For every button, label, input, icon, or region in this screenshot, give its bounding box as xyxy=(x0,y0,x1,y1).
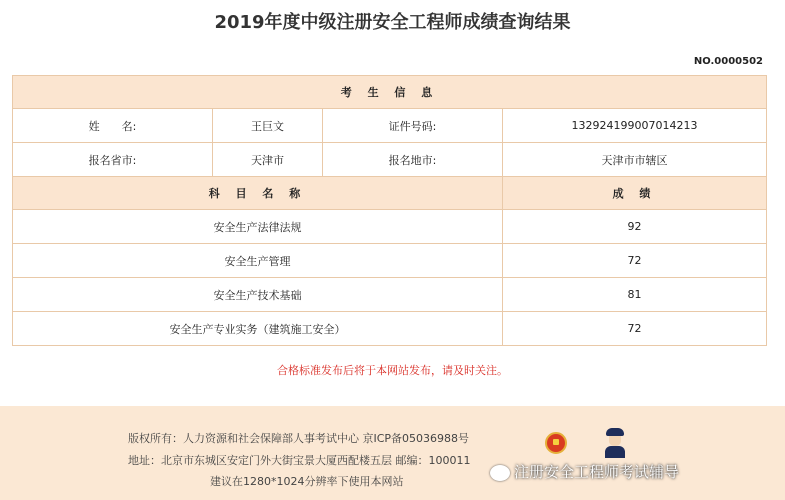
police-badge-icon xyxy=(604,428,626,458)
copyright-text: 版权所有：人力资源和社会保障部人事考试中心 京ICP备05036988号 xyxy=(128,432,470,445)
table-row xyxy=(13,312,767,346)
subject-score: 72 xyxy=(503,312,767,346)
subject-score: 72 xyxy=(503,244,767,278)
name-label: 姓 名: xyxy=(13,109,213,143)
candidate-info-header-row xyxy=(13,76,767,109)
candidate-info-title: 考 生 信 息 xyxy=(13,76,767,109)
province-value: 天津市 xyxy=(213,143,323,177)
table-row xyxy=(13,278,767,312)
id-label: 证件号码: xyxy=(323,109,503,143)
subject-score: 81 xyxy=(503,278,767,312)
info-row-name xyxy=(13,109,767,143)
record-number: NO.0000502 xyxy=(693,56,763,67)
score-header: 成 绩 xyxy=(503,177,767,210)
city-label: 报名地市: xyxy=(323,143,503,177)
id-value: 132924199007014213 xyxy=(503,109,767,143)
info-row-region xyxy=(13,143,767,177)
wechat-icon xyxy=(490,465,510,481)
wechat-watermark xyxy=(490,461,679,482)
address-text: 地址：北京市东城区安定门外大街宝景大厦西配楼五层 邮编：100011 xyxy=(128,454,471,467)
national-emblem-icon xyxy=(545,432,567,454)
table-row xyxy=(13,210,767,244)
province-label: 报名省市: xyxy=(13,143,213,177)
table-row xyxy=(13,244,767,278)
name-value: 王巨文 xyxy=(213,109,323,143)
wechat-account-name: 注册安全工程师考试辅导 xyxy=(514,463,680,481)
subject-name: 安全生产专业实务（建筑施工安全） xyxy=(13,312,503,346)
notice-text: 合格标准发布后将于本网站发布，请及时关注。 xyxy=(277,364,508,377)
subject-name: 安全生产技术基础 xyxy=(13,278,503,312)
subject-header: 科 目 名 称 xyxy=(13,177,503,210)
city-value: 天津市市辖区 xyxy=(503,143,767,177)
resolution-text: 建议在1280*1024分辨率下使用本网站 xyxy=(210,475,404,488)
subject-name: 安全生产管理 xyxy=(13,244,503,278)
footer xyxy=(0,406,785,500)
subject-name: 安全生产法律法规 xyxy=(13,210,503,244)
score-header-row xyxy=(13,177,767,210)
page-title: 2019年度中级注册安全工程师成绩查询结果 xyxy=(214,12,571,33)
result-table xyxy=(12,75,767,346)
subject-score: 92 xyxy=(503,210,767,244)
